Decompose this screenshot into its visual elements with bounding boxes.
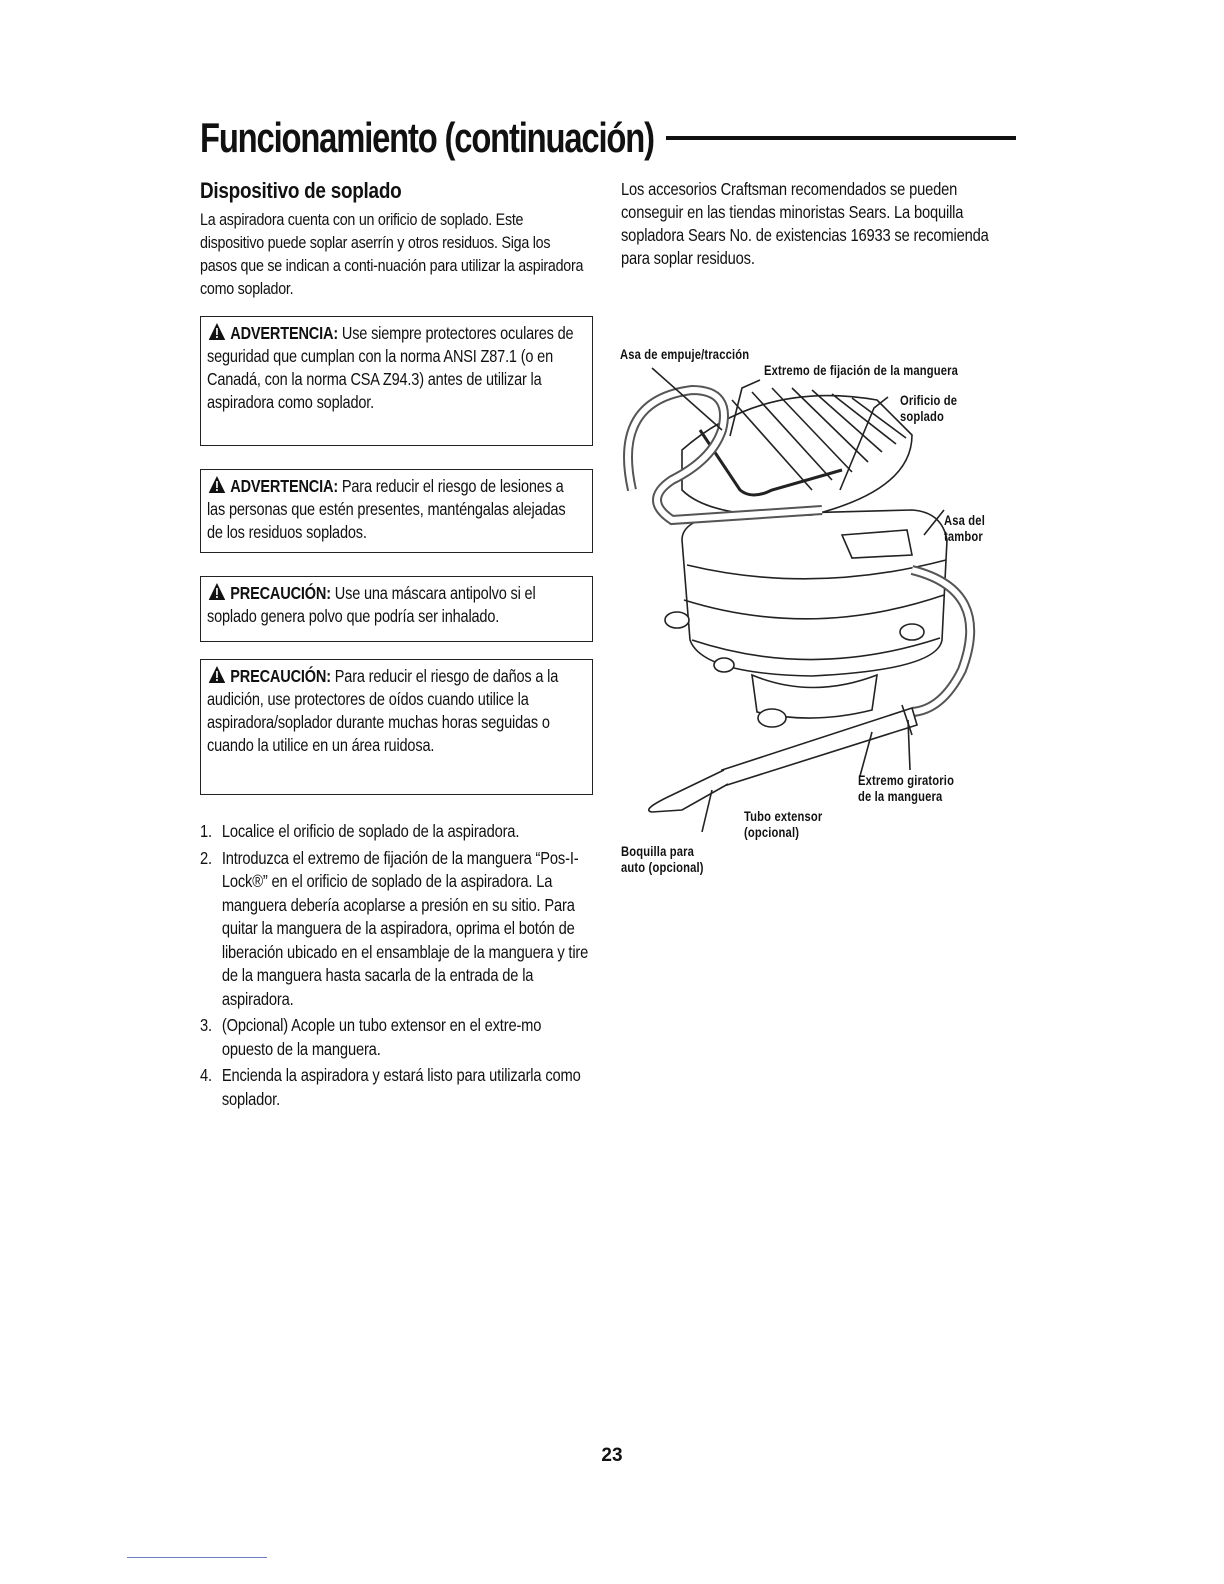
steps-list (200, 820, 595, 1114)
wet-dry-vacuum-illustration (612, 340, 1022, 880)
callout-swivel-line1: Extremo giratorio (858, 772, 955, 788)
step-number: 2. (200, 847, 212, 868)
notice-text: Para reducir el riesgo de lesiones a las personas que estén presentes, manténgalas alejadas de los residuos soplados. (207, 476, 566, 542)
callout-drum-handle-line2: tambor (944, 528, 983, 544)
notice-box-2 (200, 469, 593, 553)
notice-box-1 (200, 316, 593, 446)
accessories-text: Los accesorios Craftsman recomendados se pueden conseguir en las tiendas minoristas Sears. La boquilla sopladora Sears No. de existencias 16933 se recomienda para soplar residuos. (621, 179, 989, 268)
step-number: 4. (200, 1065, 212, 1085)
callout-drum-handle-line1: Asa del (944, 512, 985, 528)
notice-label: PRECAUCIÓN: (230, 666, 331, 686)
callout-nozzle-line2: auto (opcional) (621, 859, 704, 875)
callout-handle: Asa de empuje/tracción (620, 346, 750, 362)
callout-blow-port-line1: Orificio de (900, 392, 958, 408)
step-item (200, 820, 595, 844)
footer-rule (127, 1557, 267, 1558)
page-header (200, 112, 1016, 164)
warning-triangle-icon (209, 666, 226, 683)
notice-box-4 (200, 659, 593, 795)
callout-tube-line2: (opcional) (744, 824, 800, 840)
page-title: Funcionamiento (continuación) (200, 114, 654, 161)
step-item (200, 1064, 595, 1111)
notice-text: Use una máscara antipolvo si el soplado genera polvo que podría ser inhalado. (207, 583, 536, 626)
step-text: Encienda la aspiradora y estará listo para utilizarla como soplador. (221, 1065, 581, 1109)
notice-text: Para reducir el riesgo de daños a la audición, use protectores de oídos cuando utilice la aspiradora/soplador durante muchas horas seguidas o cuando la utilice en un área ruidosa. (207, 666, 559, 755)
vacuum-figure (612, 340, 1022, 880)
callout-tube-line1: Tubo extensor (744, 808, 823, 824)
step-text: (Opcional) Acople un tubo extensor en el extre-mo opuesto de la manguera. (221, 1015, 542, 1059)
step-text: Localice el orificio de soplado de la aspiradora. (221, 821, 520, 841)
notice-label: ADVERTENCIA: (230, 476, 338, 496)
callout-hose-end: Extremo de fijación de la manguera (764, 362, 959, 378)
warning-triangle-icon (209, 583, 226, 600)
step-item (200, 1014, 595, 1061)
section-heading: Dispositivo de soplado (200, 178, 402, 203)
notice-label: ADVERTENCIA: (230, 323, 338, 343)
callout-swivel-line2: de la manguera (858, 788, 943, 804)
step-number: 3. (200, 1015, 212, 1035)
step-text: Introduzca el extremo de fijación de la manguera “Pos-I-Lock®” en el orificio de soplado de la aspiradora. La manguera debería acoplarse a presión en su sitio. Para quitar la manguera de la aspiradora, oprima el botón de liberación ubicado en el ensamblaje de la manguera y tire de la manguera hasta sacarla de la entrada de la aspiradora. (221, 847, 589, 1009)
title-rule (666, 136, 1016, 140)
blower-section (200, 178, 600, 300)
warning-triangle-icon (209, 323, 226, 340)
section-intro: La aspiradora cuenta con un orificio de soplado. Este dispositivo puede soplar aserrín y otros residuos. Siga los pasos que se indican a conti-nuación para utilizar la aspiradora como soplador. (200, 210, 584, 298)
page-number: 23 (601, 1445, 623, 1466)
warning-triangle-icon (209, 476, 226, 493)
step-number: 1. (200, 821, 212, 841)
callout-blow-port-line2: soplado (900, 408, 945, 424)
callout-nozzle-line1: Boquilla para (621, 843, 695, 859)
step-item (200, 847, 595, 1012)
notice-box-3 (200, 576, 593, 642)
notice-text: Use siempre protectores oculares de seguridad que cumplan con la norma ANSI Z87.1 (o en Canadá, con la norma CSA Z94.3) antes de utilizar la aspiradora como soplador. (207, 323, 574, 412)
notice-label: PRECAUCIÓN: (230, 583, 331, 603)
